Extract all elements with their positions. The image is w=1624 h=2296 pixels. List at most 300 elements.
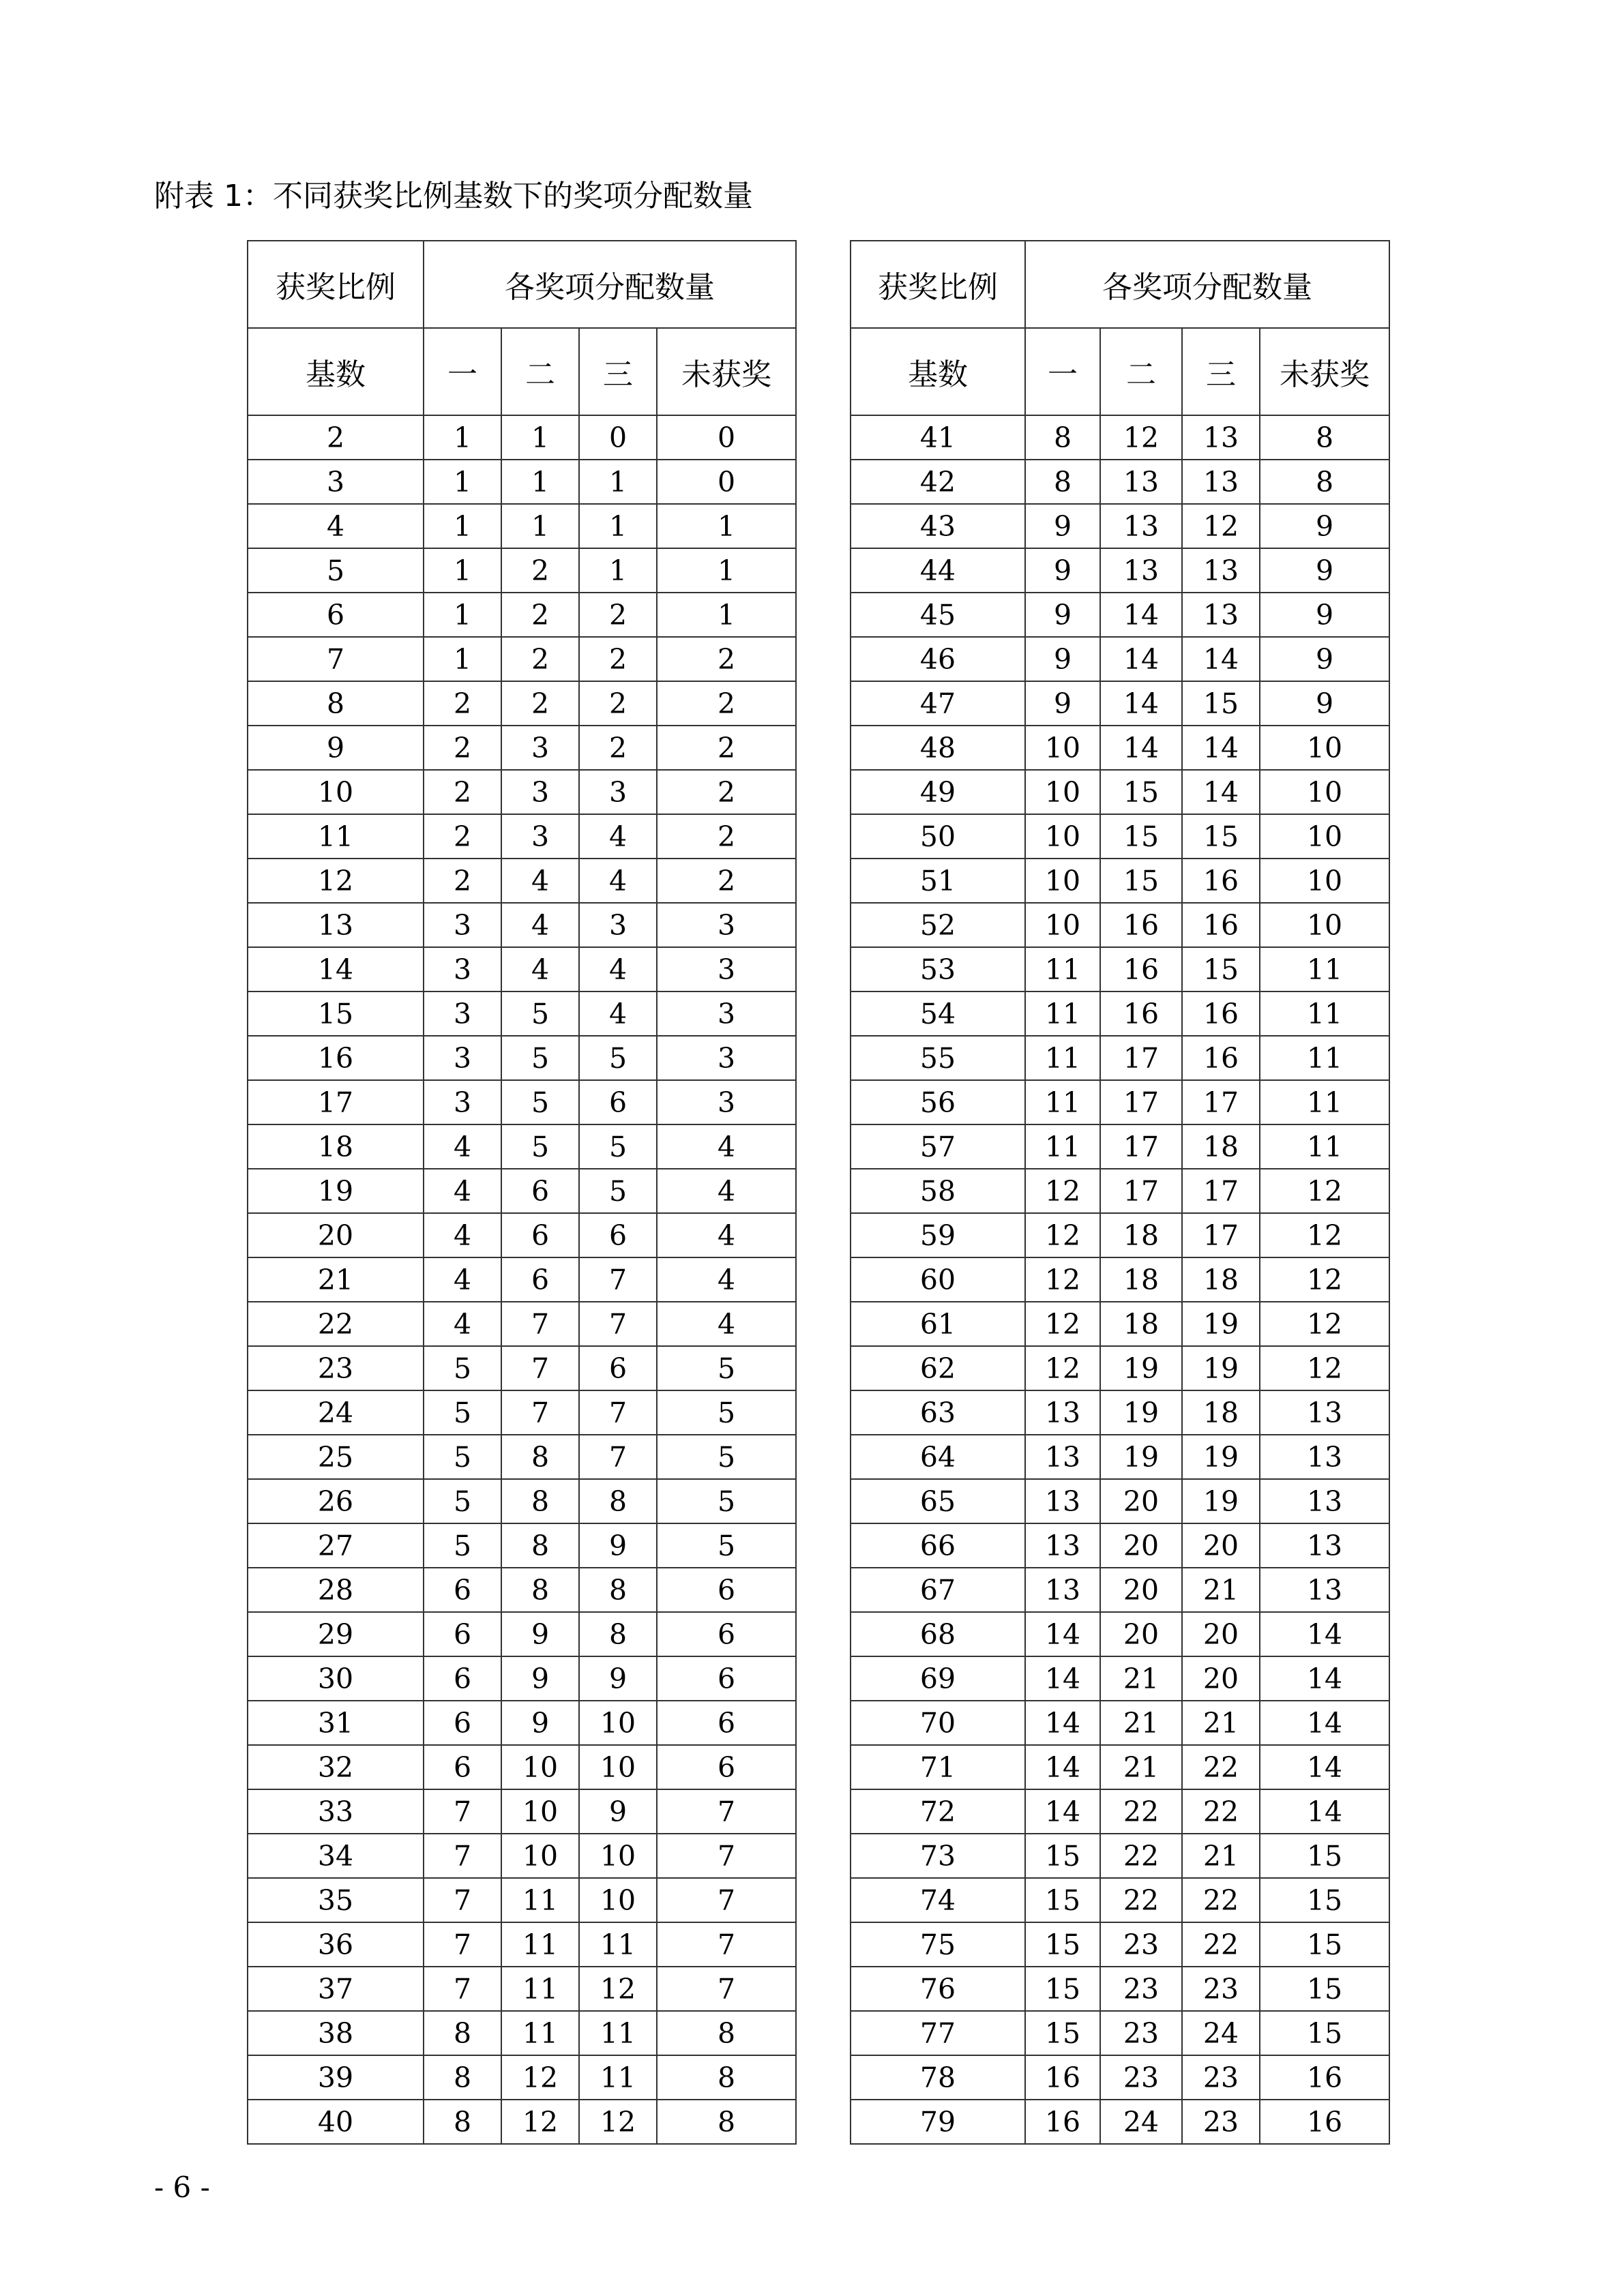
table-row (851, 415, 1389, 460)
cell-no-award: 5 (657, 1479, 796, 1523)
table-row (248, 1435, 796, 1479)
table-row (248, 859, 796, 903)
cell-no-award: 4 (657, 1124, 796, 1169)
cell-base: 28 (248, 1568, 424, 1612)
cell-no-award: 10 (1260, 903, 1389, 947)
cell-third: 2 (579, 726, 657, 770)
cell-third: 6 (579, 1080, 657, 1124)
table-body-right (851, 415, 1389, 2144)
cell-second: 20 (1100, 1479, 1182, 1523)
cell-base: 30 (248, 1656, 424, 1701)
table-row (248, 1302, 796, 1346)
cell-base: 60 (851, 1257, 1025, 1302)
table-row (248, 2100, 796, 2144)
cell-second: 14 (1100, 593, 1182, 637)
cell-third: 16 (1182, 903, 1260, 947)
cell-third: 23 (1182, 1967, 1260, 2011)
cell-third: 7 (579, 1435, 657, 1479)
cell-first: 14 (1025, 1656, 1100, 1701)
cell-third: 22 (1182, 1922, 1260, 1967)
table-row (248, 460, 796, 504)
cell-no-award: 13 (1260, 1390, 1389, 1435)
cell-no-award: 2 (657, 726, 796, 770)
cell-third: 2 (579, 593, 657, 637)
cell-third: 6 (579, 1213, 657, 1257)
cell-no-award: 8 (1260, 415, 1389, 460)
cell-third: 10 (579, 1701, 657, 1745)
cell-base: 26 (248, 1479, 424, 1523)
cell-third: 4 (579, 992, 657, 1036)
cell-no-award: 8 (1260, 460, 1389, 504)
cell-first: 12 (1025, 1346, 1100, 1390)
cell-second: 18 (1100, 1257, 1182, 1302)
cell-first: 10 (1025, 770, 1100, 814)
table-row (248, 1213, 796, 1257)
cell-third: 19 (1182, 1346, 1260, 1390)
cell-third: 13 (1182, 460, 1260, 504)
cell-no-award: 4 (657, 1257, 796, 1302)
cell-first: 11 (1025, 1124, 1100, 1169)
cell-third: 1 (579, 460, 657, 504)
cell-base: 75 (851, 1922, 1025, 1967)
cell-no-award: 11 (1260, 1036, 1389, 1080)
cell-base: 79 (851, 2100, 1025, 2144)
cell-base: 63 (851, 1390, 1025, 1435)
cell-base: 37 (248, 1967, 424, 2011)
cell-base: 59 (851, 1213, 1025, 1257)
cell-first: 6 (424, 1656, 501, 1701)
cell-first: 12 (1025, 1257, 1100, 1302)
cell-third: 17 (1182, 1169, 1260, 1213)
cell-third: 7 (579, 1302, 657, 1346)
header-award-group: 各奖项分配数量 (424, 241, 796, 328)
cell-third: 5 (579, 1036, 657, 1080)
cell-base: 52 (851, 903, 1025, 947)
cell-third: 15 (1182, 814, 1260, 859)
cell-base: 22 (248, 1302, 424, 1346)
table-row (851, 814, 1389, 859)
cell-second: 21 (1100, 1656, 1182, 1701)
table-row (851, 726, 1389, 770)
cell-second: 7 (501, 1346, 579, 1390)
cell-third: 23 (1182, 2055, 1260, 2100)
cell-first: 5 (424, 1479, 501, 1523)
table-caption: 附表 1：不同获奖比例基数下的奖项分配数量 (154, 179, 753, 213)
table-row (851, 1967, 1389, 2011)
cell-second: 23 (1100, 2011, 1182, 2055)
cell-third: 24 (1182, 2011, 1260, 2055)
table-row (248, 504, 796, 548)
cell-second: 13 (1100, 504, 1182, 548)
cell-first: 3 (424, 1036, 501, 1080)
cell-first: 15 (1025, 1878, 1100, 1922)
table-row (248, 1036, 796, 1080)
cell-no-award: 2 (657, 814, 796, 859)
cell-no-award: 7 (657, 1878, 796, 1922)
table-row (248, 1612, 796, 1656)
cell-third: 18 (1182, 1257, 1260, 1302)
cell-no-award: 1 (657, 504, 796, 548)
table-row (851, 903, 1389, 947)
table-row (851, 593, 1389, 637)
table-row (248, 1967, 796, 2011)
table-row (851, 1568, 1389, 1612)
cell-no-award: 15 (1260, 1834, 1389, 1878)
cell-first: 3 (424, 947, 501, 992)
cell-second: 15 (1100, 859, 1182, 903)
cell-first: 8 (1025, 460, 1100, 504)
cell-no-award: 15 (1260, 1878, 1389, 1922)
table-row (248, 1745, 796, 1789)
cell-second: 6 (501, 1213, 579, 1257)
table-row (248, 1390, 796, 1435)
table-row (248, 1479, 796, 1523)
cell-second: 4 (501, 859, 579, 903)
cell-first: 7 (424, 1878, 501, 1922)
cell-base: 69 (851, 1656, 1025, 1701)
cell-second: 12 (501, 2100, 579, 2144)
cell-first: 6 (424, 1701, 501, 1745)
cell-base: 74 (851, 1878, 1025, 1922)
cell-third: 18 (1182, 1390, 1260, 1435)
cell-base: 58 (851, 1169, 1025, 1213)
cell-first: 12 (1025, 1213, 1100, 1257)
header-third-prize: 三 (1182, 328, 1260, 415)
cell-no-award: 13 (1260, 1523, 1389, 1568)
cell-no-award: 16 (1260, 2055, 1389, 2100)
cell-first: 3 (424, 992, 501, 1036)
cell-base: 4 (248, 504, 424, 548)
cell-no-award: 8 (657, 2055, 796, 2100)
cell-no-award: 6 (657, 1745, 796, 1789)
cell-base: 41 (851, 415, 1025, 460)
cell-no-award: 15 (1260, 1967, 1389, 2011)
cell-first: 16 (1025, 2055, 1100, 2100)
cell-first: 8 (1025, 415, 1100, 460)
cell-base: 31 (248, 1701, 424, 1745)
table-row (851, 1834, 1389, 1878)
header-third-prize: 三 (579, 328, 657, 415)
cell-no-award: 9 (1260, 504, 1389, 548)
cell-first: 15 (1025, 1967, 1100, 2011)
cell-first: 4 (424, 1257, 501, 1302)
table-row (248, 593, 796, 637)
cell-base: 3 (248, 460, 424, 504)
cell-second: 6 (501, 1169, 579, 1213)
cell-no-award: 11 (1260, 1080, 1389, 1124)
cell-no-award: 1 (657, 593, 796, 637)
cell-base: 64 (851, 1435, 1025, 1479)
cell-second: 8 (501, 1523, 579, 1568)
cell-base: 71 (851, 1745, 1025, 1789)
cell-third: 11 (579, 1922, 657, 1967)
cell-second: 17 (1100, 1036, 1182, 1080)
cell-second: 3 (501, 770, 579, 814)
cell-third: 15 (1182, 947, 1260, 992)
cell-no-award: 2 (657, 681, 796, 726)
cell-second: 17 (1100, 1169, 1182, 1213)
header-no-award: 未获奖 (1260, 328, 1389, 415)
cell-second: 20 (1100, 1612, 1182, 1656)
cell-no-award: 12 (1260, 1213, 1389, 1257)
cell-no-award: 9 (1260, 593, 1389, 637)
cell-first: 7 (424, 1922, 501, 1967)
cell-base: 43 (851, 504, 1025, 548)
cell-first: 16 (1025, 2100, 1100, 2144)
cell-first: 10 (1025, 903, 1100, 947)
table-row (851, 1435, 1389, 1479)
table-row (851, 1922, 1389, 1967)
cell-first: 7 (424, 1834, 501, 1878)
cell-third: 22 (1182, 1789, 1260, 1834)
cell-first: 10 (1025, 814, 1100, 859)
header-base-bottom: 基数 (248, 328, 424, 415)
cell-second: 9 (501, 1612, 579, 1656)
cell-third: 2 (579, 681, 657, 726)
cell-no-award: 7 (657, 1789, 796, 1834)
cell-no-award: 5 (657, 1390, 796, 1435)
cell-base: 38 (248, 2011, 424, 2055)
cell-third: 11 (579, 2011, 657, 2055)
cell-first: 4 (424, 1169, 501, 1213)
cell-no-award: 3 (657, 1080, 796, 1124)
cell-base: 13 (248, 903, 424, 947)
cell-no-award: 12 (1260, 1302, 1389, 1346)
cell-base: 46 (851, 637, 1025, 681)
cell-no-award: 14 (1260, 1612, 1389, 1656)
cell-second: 23 (1100, 1967, 1182, 2011)
table-row (248, 1701, 796, 1745)
cell-no-award: 5 (657, 1435, 796, 1479)
cell-base: 34 (248, 1834, 424, 1878)
cell-base: 36 (248, 1922, 424, 1967)
cell-second: 13 (1100, 460, 1182, 504)
cell-first: 1 (424, 504, 501, 548)
cell-second: 14 (1100, 681, 1182, 726)
cell-second: 17 (1100, 1080, 1182, 1124)
cell-third: 19 (1182, 1435, 1260, 1479)
cell-base: 29 (248, 1612, 424, 1656)
cell-second: 13 (1100, 548, 1182, 593)
cell-third: 18 (1182, 1124, 1260, 1169)
cell-base: 70 (851, 1701, 1025, 1745)
table-row (248, 1257, 796, 1302)
table-row (248, 415, 796, 460)
table-row (248, 903, 796, 947)
cell-second: 14 (1100, 637, 1182, 681)
cell-third: 17 (1182, 1080, 1260, 1124)
table-row (851, 1479, 1389, 1523)
cell-no-award: 13 (1260, 1479, 1389, 1523)
cell-third: 17 (1182, 1213, 1260, 1257)
cell-base: 68 (851, 1612, 1025, 1656)
table-row (248, 681, 796, 726)
cell-base: 47 (851, 681, 1025, 726)
cell-third: 3 (579, 770, 657, 814)
cell-third: 21 (1182, 1834, 1260, 1878)
cell-third: 21 (1182, 1568, 1260, 1612)
cell-base: 50 (851, 814, 1025, 859)
table-row (851, 1124, 1389, 1169)
cell-base: 73 (851, 1834, 1025, 1878)
cell-first: 5 (424, 1435, 501, 1479)
cell-no-award: 4 (657, 1169, 796, 1213)
cell-third: 16 (1182, 992, 1260, 1036)
cell-first: 9 (1025, 681, 1100, 726)
table-row (248, 1878, 796, 1922)
cell-second: 2 (501, 548, 579, 593)
cell-no-award: 3 (657, 1036, 796, 1080)
table-row (851, 1080, 1389, 1124)
cell-first: 1 (424, 593, 501, 637)
cell-third: 2 (579, 637, 657, 681)
cell-second: 10 (501, 1834, 579, 1878)
cell-second: 21 (1100, 1745, 1182, 1789)
table-row (851, 2055, 1389, 2100)
cell-third: 10 (579, 1745, 657, 1789)
cell-no-award: 6 (657, 1701, 796, 1745)
cell-first: 9 (1025, 593, 1100, 637)
table-row (851, 1878, 1389, 1922)
cell-second: 3 (501, 814, 579, 859)
cell-first: 14 (1025, 1612, 1100, 1656)
cell-no-award: 2 (657, 637, 796, 681)
cell-no-award: 6 (657, 1612, 796, 1656)
cell-no-award: 11 (1260, 992, 1389, 1036)
cell-base: 18 (248, 1124, 424, 1169)
cell-no-award: 11 (1260, 1124, 1389, 1169)
table-row (851, 1656, 1389, 1701)
cell-no-award: 12 (1260, 1257, 1389, 1302)
cell-base: 21 (248, 1257, 424, 1302)
cell-first: 11 (1025, 1036, 1100, 1080)
cell-base: 12 (248, 859, 424, 903)
table-row (851, 947, 1389, 992)
header-base-top: 获奖比例 (248, 241, 424, 328)
cell-base: 19 (248, 1169, 424, 1213)
cell-first: 8 (424, 2055, 501, 2100)
cell-second: 10 (501, 1745, 579, 1789)
cell-third: 20 (1182, 1612, 1260, 1656)
header-first-prize: 一 (424, 328, 501, 415)
table-row (248, 1789, 796, 1834)
table-row (248, 1523, 796, 1568)
cell-first: 2 (424, 770, 501, 814)
cell-third: 0 (579, 415, 657, 460)
cell-third: 14 (1182, 637, 1260, 681)
cell-no-award: 12 (1260, 1346, 1389, 1390)
cell-no-award: 11 (1260, 947, 1389, 992)
cell-base: 32 (248, 1745, 424, 1789)
cell-first: 13 (1025, 1390, 1100, 1435)
cell-first: 6 (424, 1568, 501, 1612)
cell-second: 20 (1100, 1568, 1182, 1612)
cell-third: 22 (1182, 1745, 1260, 1789)
cell-no-award: 14 (1260, 1745, 1389, 1789)
cell-first: 15 (1025, 1922, 1100, 1967)
cell-first: 3 (424, 1080, 501, 1124)
cell-second: 9 (501, 1656, 579, 1701)
cell-no-award: 5 (657, 1346, 796, 1390)
cell-first: 7 (424, 1789, 501, 1834)
header-first-prize: 一 (1025, 328, 1100, 415)
cell-no-award: 8 (657, 2011, 796, 2055)
cell-second: 24 (1100, 2100, 1182, 2144)
cell-first: 11 (1025, 992, 1100, 1036)
table-row (851, 1036, 1389, 1080)
table-body-left (248, 415, 796, 2144)
cell-third: 6 (579, 1346, 657, 1390)
table-row (248, 1346, 796, 1390)
table-row (851, 1745, 1389, 1789)
table-row (248, 947, 796, 992)
table-row (248, 2055, 796, 2100)
cell-third: 8 (579, 1612, 657, 1656)
cell-no-award: 3 (657, 947, 796, 992)
cell-no-award: 4 (657, 1302, 796, 1346)
cell-base: 8 (248, 681, 424, 726)
cell-second: 17 (1100, 1124, 1182, 1169)
cell-no-award: 7 (657, 1967, 796, 2011)
cell-third: 10 (579, 1878, 657, 1922)
cell-first: 5 (424, 1346, 501, 1390)
cell-third: 4 (579, 859, 657, 903)
cell-third: 14 (1182, 770, 1260, 814)
cell-second: 7 (501, 1390, 579, 1435)
cell-base: 67 (851, 1568, 1025, 1612)
cell-no-award: 10 (1260, 859, 1389, 903)
cell-second: 12 (501, 2055, 579, 2100)
table-row (851, 859, 1389, 903)
cell-base: 51 (851, 859, 1025, 903)
cell-second: 1 (501, 460, 579, 504)
cell-third: 12 (579, 1967, 657, 2011)
table-row (248, 770, 796, 814)
cell-first: 3 (424, 903, 501, 947)
table-row (851, 1346, 1389, 1390)
cell-third: 21 (1182, 1701, 1260, 1745)
cell-third: 1 (579, 504, 657, 548)
header-second-prize: 二 (1100, 328, 1182, 415)
cell-second: 22 (1100, 1789, 1182, 1834)
cell-second: 18 (1100, 1302, 1182, 1346)
table-row (851, 548, 1389, 593)
cell-third: 13 (1182, 548, 1260, 593)
cell-no-award: 9 (1260, 637, 1389, 681)
cell-base: 57 (851, 1124, 1025, 1169)
cell-no-award: 16 (1260, 2100, 1389, 2144)
cell-no-award: 2 (657, 770, 796, 814)
cell-no-award: 7 (657, 1922, 796, 1967)
cell-base: 72 (851, 1789, 1025, 1834)
cell-no-award: 0 (657, 415, 796, 460)
cell-base: 45 (851, 593, 1025, 637)
cell-second: 4 (501, 903, 579, 947)
cell-third: 10 (579, 1834, 657, 1878)
cell-third: 9 (579, 1523, 657, 1568)
table-row (851, 1612, 1389, 1656)
table-row (248, 2011, 796, 2055)
cell-second: 11 (501, 1967, 579, 2011)
cell-second: 2 (501, 593, 579, 637)
cell-first: 13 (1025, 1568, 1100, 1612)
cell-first: 5 (424, 1523, 501, 1568)
cell-second: 6 (501, 1257, 579, 1302)
cell-third: 8 (579, 1568, 657, 1612)
cell-no-award: 5 (657, 1523, 796, 1568)
cell-first: 9 (1025, 504, 1100, 548)
table-row (248, 548, 796, 593)
